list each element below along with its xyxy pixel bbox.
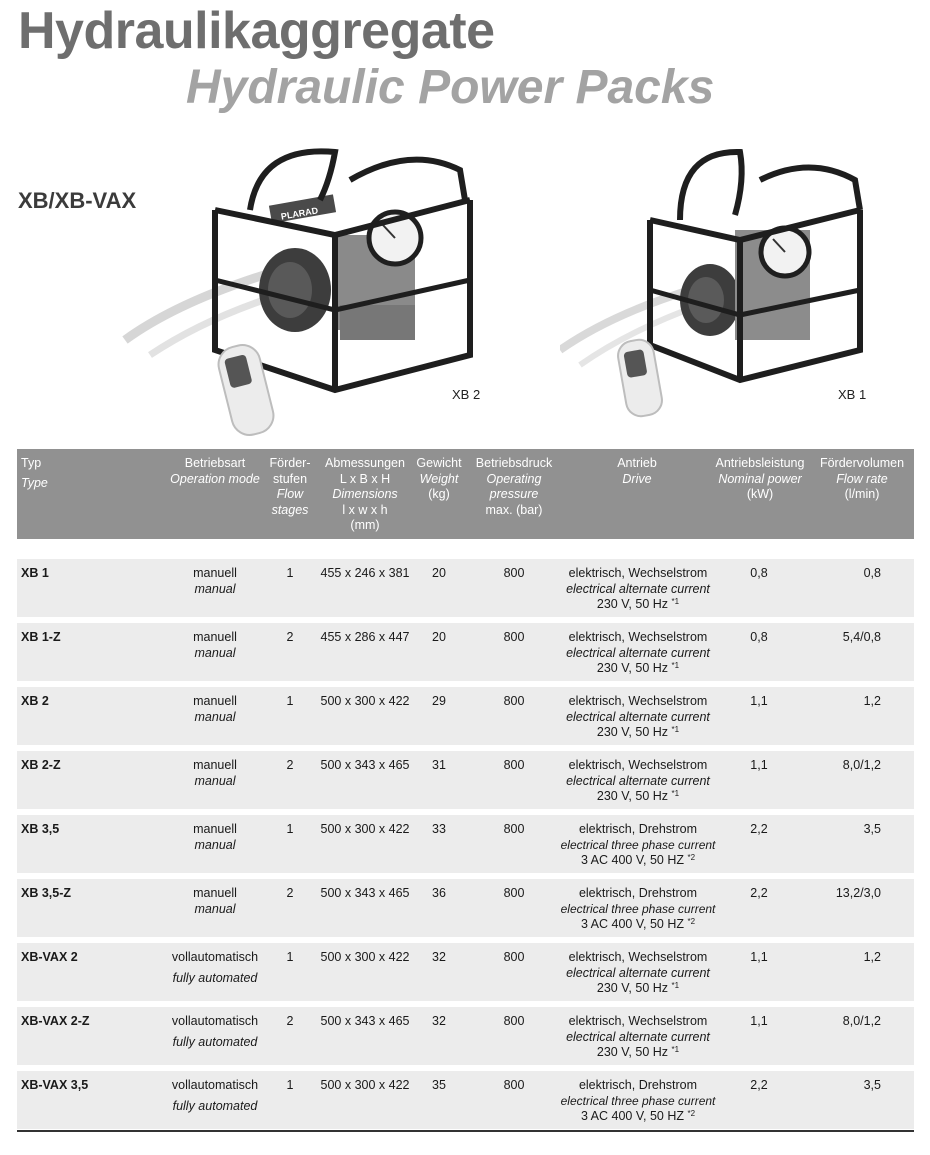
cell-flow: 1,2 xyxy=(863,694,881,708)
cell-weight: 36 xyxy=(432,886,446,900)
cell-dimensions: 500 x 300 x 422 xyxy=(320,822,410,836)
cell-type: XB 1 xyxy=(21,566,49,580)
table-bottom-rule xyxy=(17,1130,914,1132)
cell-type: XB 3,5-Z xyxy=(21,886,72,900)
cell-dimensions: 500 x 343 x 465 xyxy=(320,886,410,900)
cell-stages: 1 xyxy=(286,566,294,580)
cell-power: 0,8 xyxy=(750,566,768,580)
cell-mode: manuell manual xyxy=(193,758,237,788)
table-row xyxy=(17,1071,914,1129)
product-image-xb1 xyxy=(560,140,870,425)
cell-pressure: 800 xyxy=(503,566,525,580)
cell-flow: 13,2/3,0 xyxy=(835,886,881,900)
cell-drive: elektrisch, Drehstrom electrical three phase current 3 AC 400 V, 50 HZ $^{*2}$ xyxy=(560,886,716,931)
cell-power: 0,8 xyxy=(750,630,768,644)
footnote-marker: *1 xyxy=(671,661,680,670)
cell-pressure: 800 xyxy=(503,1078,525,1092)
cell-power: 2,2 xyxy=(750,1078,768,1092)
cell-power: 1,1 xyxy=(750,950,768,964)
footnote-marker: *2 xyxy=(687,917,696,926)
cell-power: 2,2 xyxy=(750,822,768,836)
brand-label: PLARAD xyxy=(280,205,319,222)
page-title-german: Hydraulikaggregate xyxy=(18,2,495,60)
cell-stages: 1 xyxy=(286,950,294,964)
cell-drive: elektrisch, Wechselstrom electrical alternate current 230 V, 50 Hz $^{*1}$ xyxy=(566,694,710,739)
cell-dimensions: 500 x 343 x 465 xyxy=(320,758,410,772)
cell-drive: elektrisch, Wechselstrom electrical alternate current 230 V, 50 Hz $^{*1}$ xyxy=(566,1014,710,1059)
cell-stages: 1 xyxy=(286,1078,294,1092)
cell-mode: vollautomatisch fully automated xyxy=(171,1014,259,1049)
cell-flow: 8,0/1,2 xyxy=(842,758,881,772)
header-power: Antriebsleistung Nominal power (kW) xyxy=(715,456,805,501)
cell-pressure: 800 xyxy=(503,1014,525,1028)
cell-dimensions: 500 x 300 x 422 xyxy=(320,950,410,964)
cell-mode: vollautomatisch fully automated xyxy=(171,1078,259,1113)
cell-mode: manuell manual xyxy=(193,694,237,724)
table-header xyxy=(17,449,914,539)
cell-drive: elektrisch, Wechselstrom electrical alternate current 230 V, 50 Hz $^{*1}$ xyxy=(566,950,710,995)
table-row xyxy=(17,687,914,745)
cell-mode: manuell manual xyxy=(193,630,237,660)
cell-pressure: 800 xyxy=(503,822,525,836)
table-row xyxy=(17,751,914,809)
cell-dimensions: 500 x 343 x 465 xyxy=(320,1014,410,1028)
footnote-marker: *2 xyxy=(687,1109,696,1118)
cell-mode: manuell manual xyxy=(193,886,237,916)
header-pressure: Betriebsdruck Operating pressure max. (bar) xyxy=(475,456,553,517)
cell-weight: 20 xyxy=(432,566,446,580)
header-drive: Antrieb Drive xyxy=(617,456,657,486)
cell-weight: 31 xyxy=(432,758,446,772)
table-row xyxy=(17,815,914,873)
cell-stages: 1 xyxy=(286,694,294,708)
table-row xyxy=(17,943,914,1001)
cell-weight: 35 xyxy=(432,1078,446,1092)
cell-drive: elektrisch, Wechselstrom electrical alternate current 230 V, 50 Hz $^{*1}$ xyxy=(566,630,710,675)
cell-dimensions: 500 x 300 x 422 xyxy=(320,694,410,708)
image-caption-xb1: XB 1 xyxy=(838,387,867,402)
cell-dimensions: 455 x 286 x 447 xyxy=(320,630,410,644)
table-row xyxy=(17,559,914,617)
cell-stages: 1 xyxy=(286,822,294,836)
cell-type: XB-VAX 2-Z xyxy=(21,1014,90,1028)
cell-dimensions: 455 x 246 x 381 xyxy=(320,566,410,580)
cell-pressure: 800 xyxy=(503,694,525,708)
cell-mode: vollautomatisch fully automated xyxy=(171,950,259,985)
cell-power: 1,1 xyxy=(750,694,768,708)
header-mode: Betriebsart Operation mode xyxy=(170,456,260,486)
cell-pressure: 800 xyxy=(503,886,525,900)
cell-flow: 3,5 xyxy=(863,822,881,836)
cell-stages: 2 xyxy=(286,630,294,644)
cell-type: XB 2 xyxy=(21,694,49,708)
cell-weight: 32 xyxy=(432,950,446,964)
cell-type: XB-VAX 3,5 xyxy=(21,1078,89,1092)
cell-dimensions: 500 x 300 x 422 xyxy=(320,1078,410,1092)
cell-type: XB 2-Z xyxy=(21,758,61,772)
cell-weight: 32 xyxy=(432,1014,446,1028)
table-row xyxy=(17,879,914,937)
footnote-marker: *1 xyxy=(671,597,680,606)
product-image-xb2 xyxy=(120,140,490,440)
cell-mode: manuell manual xyxy=(193,566,237,596)
table-row xyxy=(17,623,914,681)
cell-pressure: 800 xyxy=(503,758,525,772)
cell-drive: elektrisch, Drehstrom electrical three phase current 3 AC 400 V, 50 HZ $^{*2}$ xyxy=(560,1078,716,1123)
footnote-marker: *2 xyxy=(687,853,696,862)
footnote-marker: *1 xyxy=(671,981,680,990)
cell-stages: 2 xyxy=(286,886,294,900)
cell-drive: elektrisch, Wechselstrom electrical alternate current 230 V, 50 Hz $^{*1}$ xyxy=(566,566,710,611)
cell-flow: 1,2 xyxy=(863,950,881,964)
cell-power: 2,2 xyxy=(750,886,768,900)
footnote-marker: *1 xyxy=(671,725,680,734)
cell-mode: manuell manual xyxy=(193,822,237,852)
header-flow: Fördervolumen Flow rate (l/min) xyxy=(819,456,905,501)
header-dimensions: Abmessungen L x B x H Dimensions l x w x h (mm) xyxy=(325,456,405,532)
page-title-english: Hydraulic Power Packs xyxy=(186,61,715,114)
header-type: Typ Type xyxy=(21,456,48,490)
cell-flow: 0,8 xyxy=(863,566,881,580)
image-caption-xb2: XB 2 xyxy=(452,387,481,402)
footnote-marker: *1 xyxy=(671,1045,680,1054)
cell-weight: 29 xyxy=(432,694,446,708)
cell-type: XB 1-Z xyxy=(21,630,61,644)
cell-pressure: 800 xyxy=(503,630,525,644)
cell-flow: 5,4/0,8 xyxy=(842,630,881,644)
cell-weight: 33 xyxy=(432,822,446,836)
series-heading: XB/XB-VAX xyxy=(18,188,137,213)
footnote-marker: *1 xyxy=(671,789,680,798)
table-row xyxy=(17,1007,914,1065)
cell-power: 1,1 xyxy=(750,1014,768,1028)
cell-pressure: 800 xyxy=(503,950,525,964)
cell-drive: elektrisch, Drehstrom electrical three phase current 3 AC 400 V, 50 HZ $^{*2}$ xyxy=(560,822,716,867)
cell-weight: 20 xyxy=(432,630,446,644)
cell-flow: 8,0/1,2 xyxy=(842,1014,881,1028)
header-stages: Förder- stufen Flow stages xyxy=(269,456,311,517)
cell-power: 1,1 xyxy=(750,758,768,772)
cell-type: XB-VAX 2 xyxy=(21,950,78,964)
cell-drive: elektrisch, Wechselstrom electrical alternate current 230 V, 50 Hz $^{*1}$ xyxy=(566,758,710,803)
cell-flow: 3,5 xyxy=(863,1078,881,1092)
header-weight: Gewicht Weight (kg) xyxy=(416,456,462,501)
cell-stages: 2 xyxy=(286,1014,294,1028)
cell-type: XB 3,5 xyxy=(21,822,60,836)
cell-stages: 2 xyxy=(286,758,294,772)
